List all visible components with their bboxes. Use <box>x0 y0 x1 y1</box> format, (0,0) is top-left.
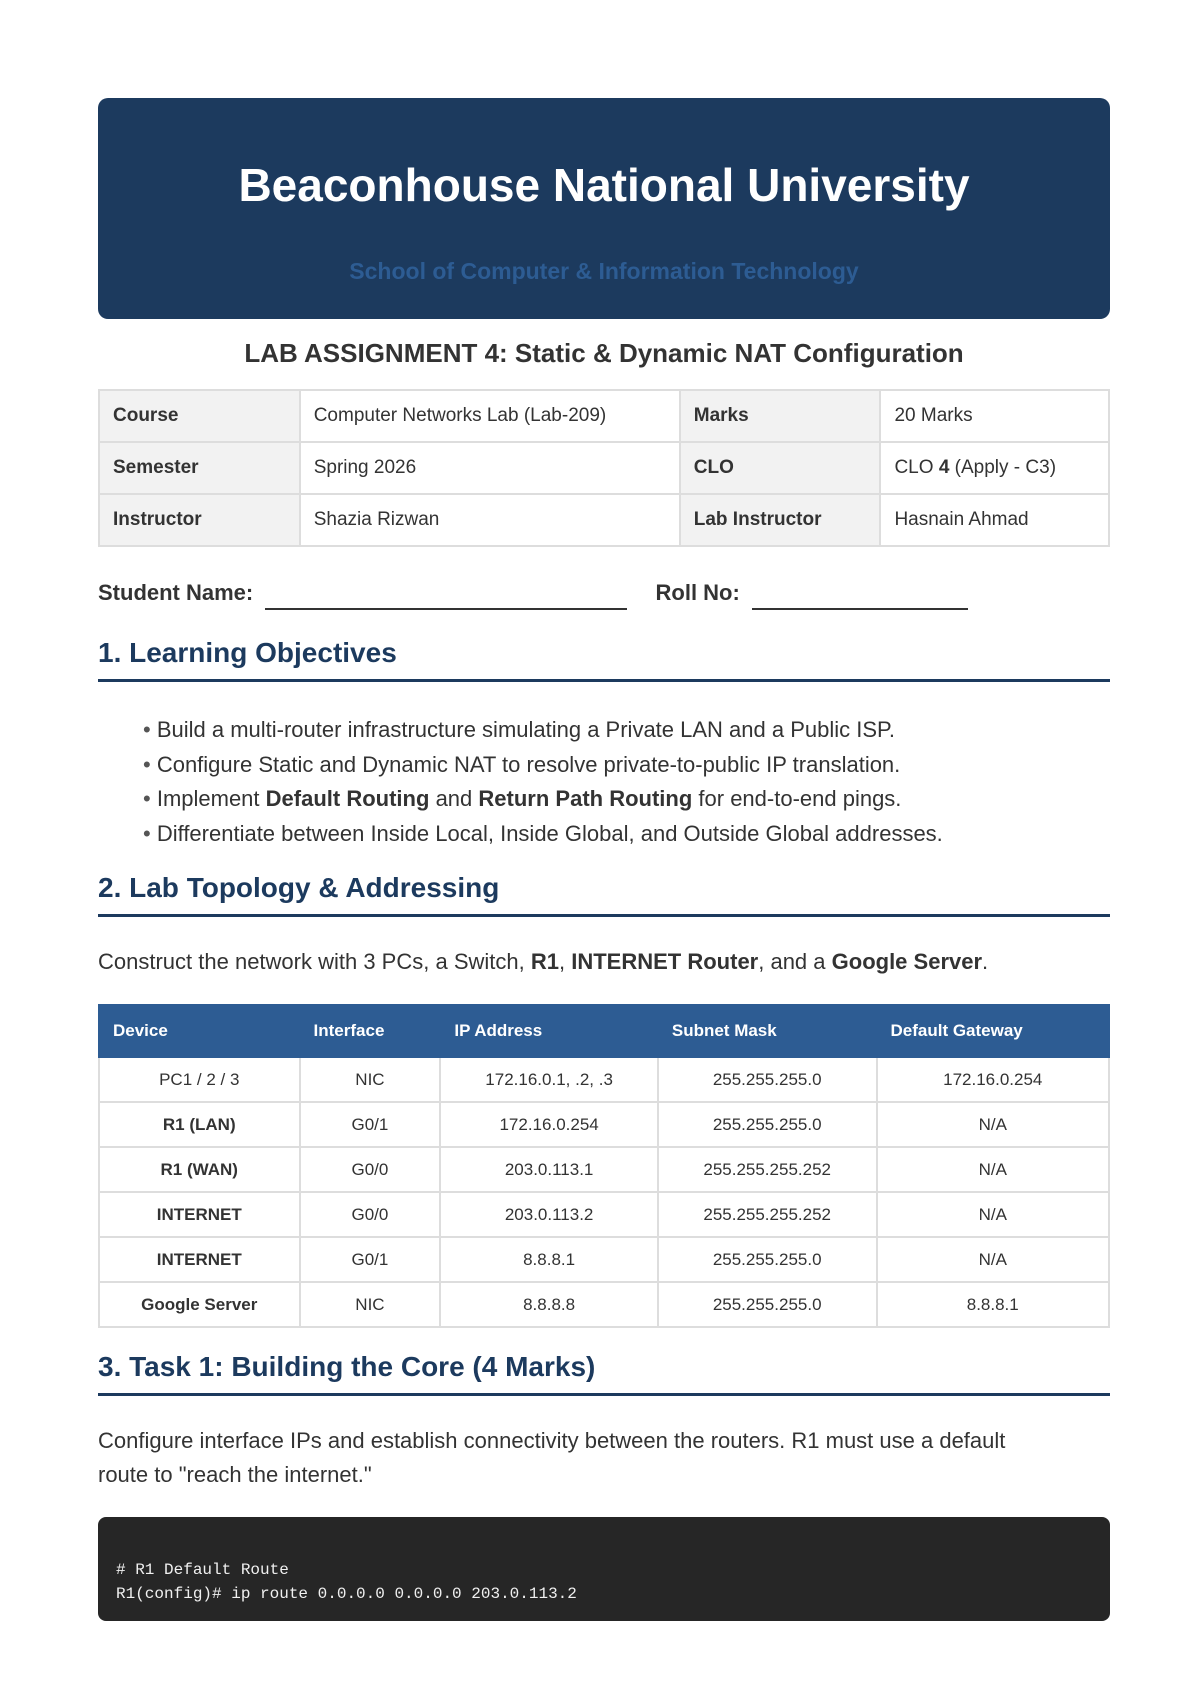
table-cell: 172.16.0.254 <box>440 1102 658 1147</box>
clo-suffix: (Apply - C3) <box>954 457 1057 478</box>
info-row <box>99 494 1109 546</box>
table-cell-device: INTERNET <box>99 1237 300 1282</box>
table-cell: 255.255.255.0 <box>658 1237 877 1282</box>
table-cell: G0/1 <box>300 1237 441 1282</box>
table-cell-device: Google Server <box>99 1282 300 1327</box>
clo-label: CLO <box>680 442 881 494</box>
objective-bold: Default Routing <box>265 786 430 811</box>
course-value: Computer Networks Lab (Lab-209) <box>300 390 680 442</box>
table-cell-device: R1 (WAN) <box>99 1147 300 1192</box>
table-cell-device: R1 (LAN) <box>99 1102 300 1147</box>
table-cell: NIC <box>300 1282 441 1327</box>
objective-bold: Return Path Routing <box>478 786 693 811</box>
task1-intro <box>98 1424 1110 1492</box>
list-item <box>143 748 943 783</box>
table-row <box>99 1147 1109 1192</box>
university-title: Beaconhouse National University <box>238 159 970 211</box>
bullet: • <box>143 751 151 777</box>
bullet: • <box>143 786 151 811</box>
table-cell: 255.255.255.0 <box>658 1282 877 1327</box>
info-row <box>99 390 1109 442</box>
list-item <box>143 817 943 852</box>
table-cell-device: INTERNET <box>99 1192 300 1237</box>
table-cell: G0/0 <box>300 1147 441 1192</box>
table-cell: 255.255.255.252 <box>658 1147 877 1192</box>
bullet: • <box>143 820 151 846</box>
code-command-line: R1(config)# ip route 0.0.0.0 0.0.0.0 203.0.113.2 <box>116 1585 577 1603</box>
intro-text: . <box>982 949 989 974</box>
section-heading-objectives: 1. Learning Objectives <box>98 637 1110 682</box>
intro-bold: INTERNET Router <box>571 949 759 974</box>
intro-text: Construct the network with 3 PCs, a Switch, <box>98 949 525 974</box>
section-heading-topology: 2. Lab Topology & Addressing <box>98 872 1110 917</box>
table-cell: 8.8.8.1 <box>877 1282 1110 1327</box>
roll-no-label: Roll No: <box>655 580 740 605</box>
column-header: IP Address <box>440 1005 658 1057</box>
table-cell: 203.0.113.2 <box>440 1192 658 1237</box>
student-fields <box>98 580 968 610</box>
section-heading-task1: 3. Task 1: Building the Core (4 Marks) <box>98 1351 1110 1396</box>
marks-label: Marks <box>680 390 881 442</box>
course-label: Course <box>99 390 300 442</box>
objective-text: Implement <box>156 786 260 811</box>
semester-value: Spring 2026 <box>300 442 680 494</box>
table-row <box>99 1192 1109 1237</box>
table-cell: G0/0 <box>300 1192 441 1237</box>
clo-number: 4 <box>938 457 950 478</box>
intro-bold: Google Server <box>831 949 983 974</box>
instructor-label: Instructor <box>99 494 300 546</box>
task1-intro-line: route to "reach the internet." <box>98 1462 372 1487</box>
lab-instructor-label: Lab Instructor <box>680 494 881 546</box>
course-info-table <box>98 389 1110 547</box>
list-item <box>143 713 943 748</box>
lab-instructor-value: Hasnain Ahmad <box>880 494 1109 546</box>
roll-no-blank <box>752 582 968 610</box>
table-cell: G0/1 <box>300 1102 441 1147</box>
column-header: Subnet Mask <box>658 1005 877 1057</box>
table-cell: N/A <box>877 1102 1110 1147</box>
student-name-blank <box>265 582 627 610</box>
task1-intro-line: Configure interface IPs and establish connectivity between the routers. R1 must use a default <box>98 1428 1006 1453</box>
info-row <box>99 442 1109 494</box>
table-cell: 8.8.8.1 <box>440 1237 658 1282</box>
intro-bold: R1 <box>530 949 559 974</box>
table-cell: 172.16.0.1, .2, .3 <box>440 1057 658 1102</box>
intro-text: , and a <box>758 949 826 974</box>
objectives-list <box>143 713 943 851</box>
intro-text: , <box>558 949 566 974</box>
table-row <box>99 1057 1109 1102</box>
clo-value <box>880 442 1109 494</box>
column-header: Interface <box>300 1005 441 1057</box>
student-name-label: Student Name: <box>98 580 254 605</box>
table-cell: 255.255.255.0 <box>658 1102 877 1147</box>
table-row <box>99 1237 1109 1282</box>
objective-text: and <box>435 786 473 811</box>
table-cell: N/A <box>877 1192 1110 1237</box>
table-header-row <box>99 1005 1109 1057</box>
table-cell: N/A <box>877 1237 1110 1282</box>
code-block <box>98 1517 1110 1621</box>
objective-text: Configure Static and Dynamic NAT to resolve private-to-public IP translation. <box>156 751 901 777</box>
objective-text: Build a multi-router infrastructure simulating a Private LAN and a Public ISP. <box>156 717 895 742</box>
bullet: • <box>143 717 151 742</box>
topology-intro <box>98 945 1110 979</box>
clo-prefix: CLO <box>894 457 934 478</box>
lab-title: LAB ASSIGNMENT 4: Static & Dynamic NAT Configuration <box>244 338 964 368</box>
table-cell: N/A <box>877 1147 1110 1192</box>
table-row <box>99 1282 1109 1327</box>
code-comment-line: # R1 Default Route <box>116 1561 289 1579</box>
table-cell-device: PC1 / 2 / 3 <box>99 1057 300 1102</box>
table-cell: 8.8.8.8 <box>440 1282 658 1327</box>
column-header: Default Gateway <box>877 1005 1110 1057</box>
instructor-value: Shazia Rizwan <box>300 494 680 546</box>
objective-text: for end-to-end pings. <box>698 786 902 811</box>
school-name: School of Computer & Information Technology <box>349 258 859 284</box>
table-cell: 255.255.255.252 <box>658 1192 877 1237</box>
table-row <box>99 1102 1109 1147</box>
semester-label: Semester <box>99 442 300 494</box>
table-cell: 255.255.255.0 <box>658 1057 877 1102</box>
table-cell: NIC <box>300 1057 441 1102</box>
table-cell: 172.16.0.254 <box>877 1057 1110 1102</box>
list-item <box>143 782 943 817</box>
marks-value: 20 Marks <box>880 390 1109 442</box>
header-banner <box>98 98 1110 319</box>
column-header: Device <box>99 1005 300 1057</box>
table-cell: 203.0.113.1 <box>440 1147 658 1192</box>
addressing-table <box>98 1004 1110 1328</box>
objective-text: Differentiate between Inside Local, Inside Global, and Outside Global addresses. <box>156 820 943 846</box>
